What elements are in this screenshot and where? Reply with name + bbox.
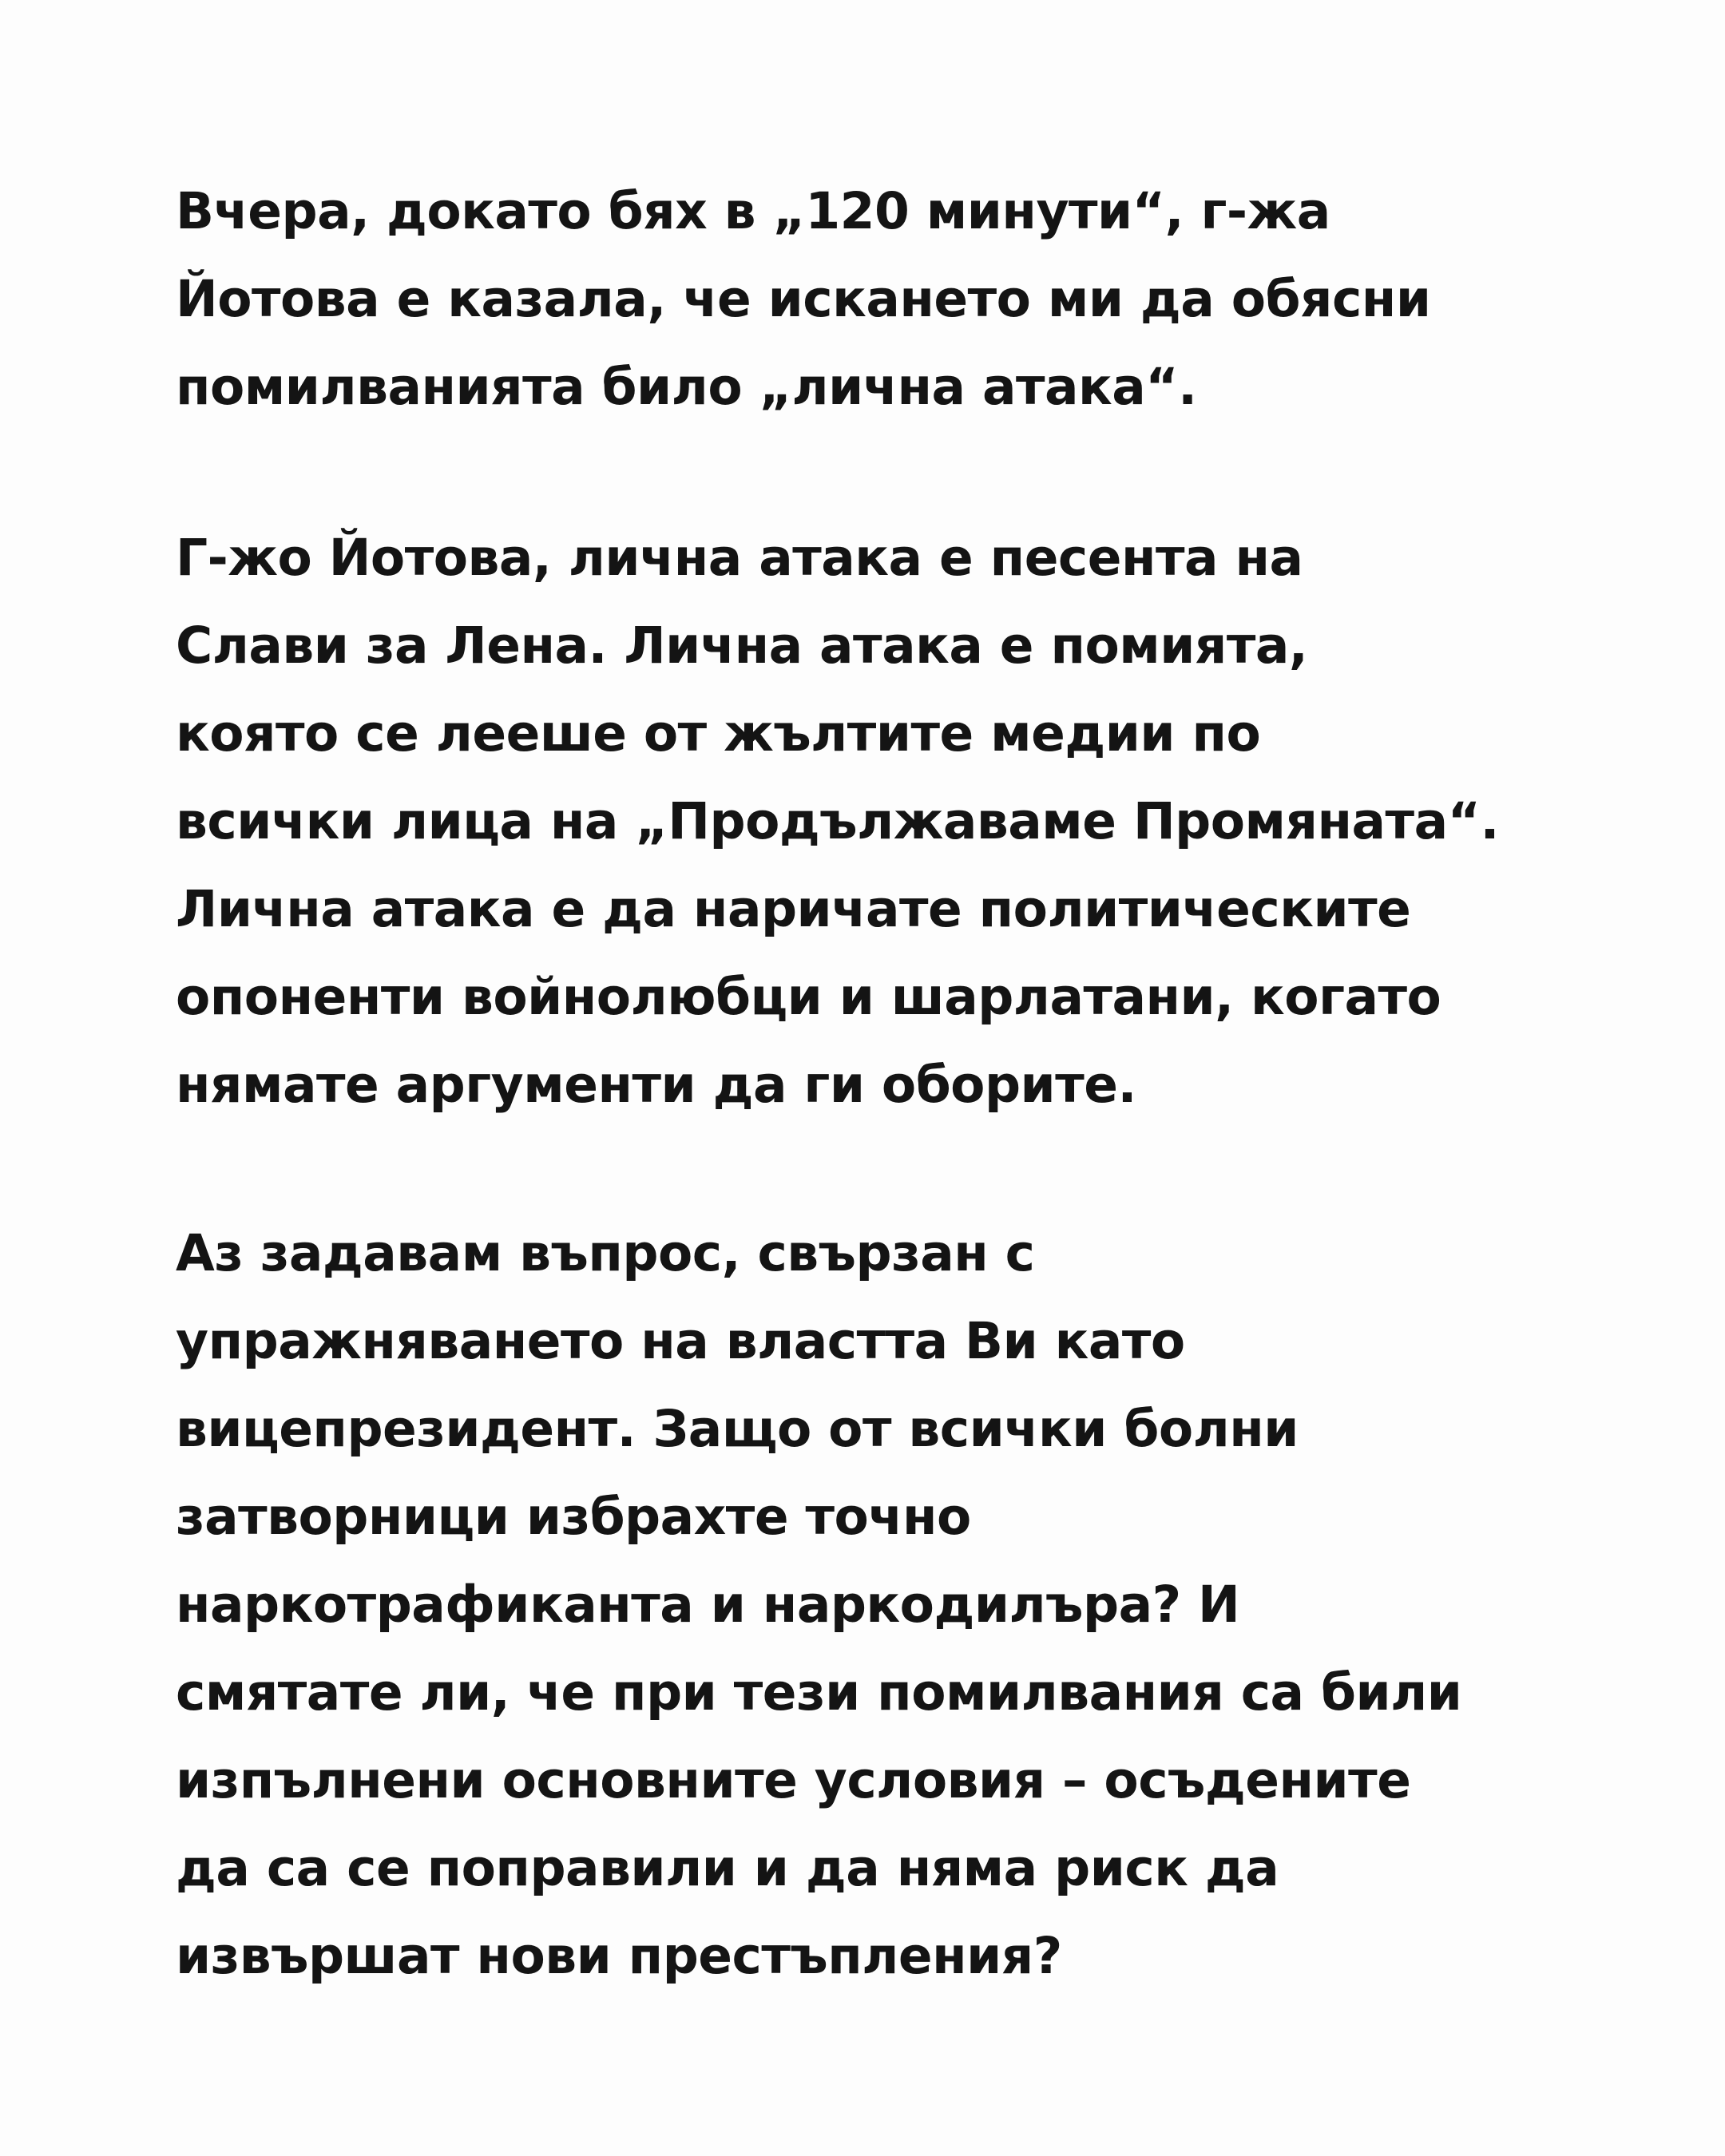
text-line: извършат нови престъпления? — [176, 1927, 1062, 1985]
text-line: Аз задавам въпрос, свързан с — [176, 1224, 1035, 1282]
text-line: Лична атака е да наричате политическите — [176, 880, 1411, 938]
text-line: затворници избрахте точно — [176, 1488, 971, 1546]
text-line: която се лееше от жълтите медии по — [176, 704, 1261, 763]
text-line: Г-жо Йотова, лична атака е песента на — [176, 529, 1303, 587]
text-line: помилванията било „лична атака“. — [176, 358, 1197, 416]
text-line: вицепрезидент. Защо от всички болни — [176, 1400, 1299, 1458]
text-line: нямате аргументи да ги оборите. — [176, 1056, 1136, 1114]
text-line: Йотова е казала, че искането ми да обясни — [176, 270, 1431, 328]
paragraph-2 — [176, 514, 1597, 1129]
text-line: наркотрафиканта и наркодилъра? И — [176, 1575, 1240, 1634]
paragraph-1 — [176, 168, 1597, 431]
text-line: да са се поправили и да няма риск да — [176, 1839, 1279, 1897]
text-line: упражняването на властта Ви като — [176, 1312, 1185, 1370]
text-line: Слави за Лена. Лична атака е помията, — [176, 616, 1308, 675]
text-line: Вчера, докато бях в „120 минути“, г-жа — [176, 182, 1330, 240]
text-line: изпълнени основните условия – осъдените — [176, 1751, 1411, 1809]
text-line: опоненти войнолюбци и шарлатани, когато — [176, 968, 1441, 1026]
text-line: всички лица на „Продължаваме Промяната“. — [176, 792, 1499, 850]
paragraph-3 — [176, 1210, 1597, 2000]
text-line: смятате ли, че при тези помилвания са били — [176, 1663, 1462, 1722]
